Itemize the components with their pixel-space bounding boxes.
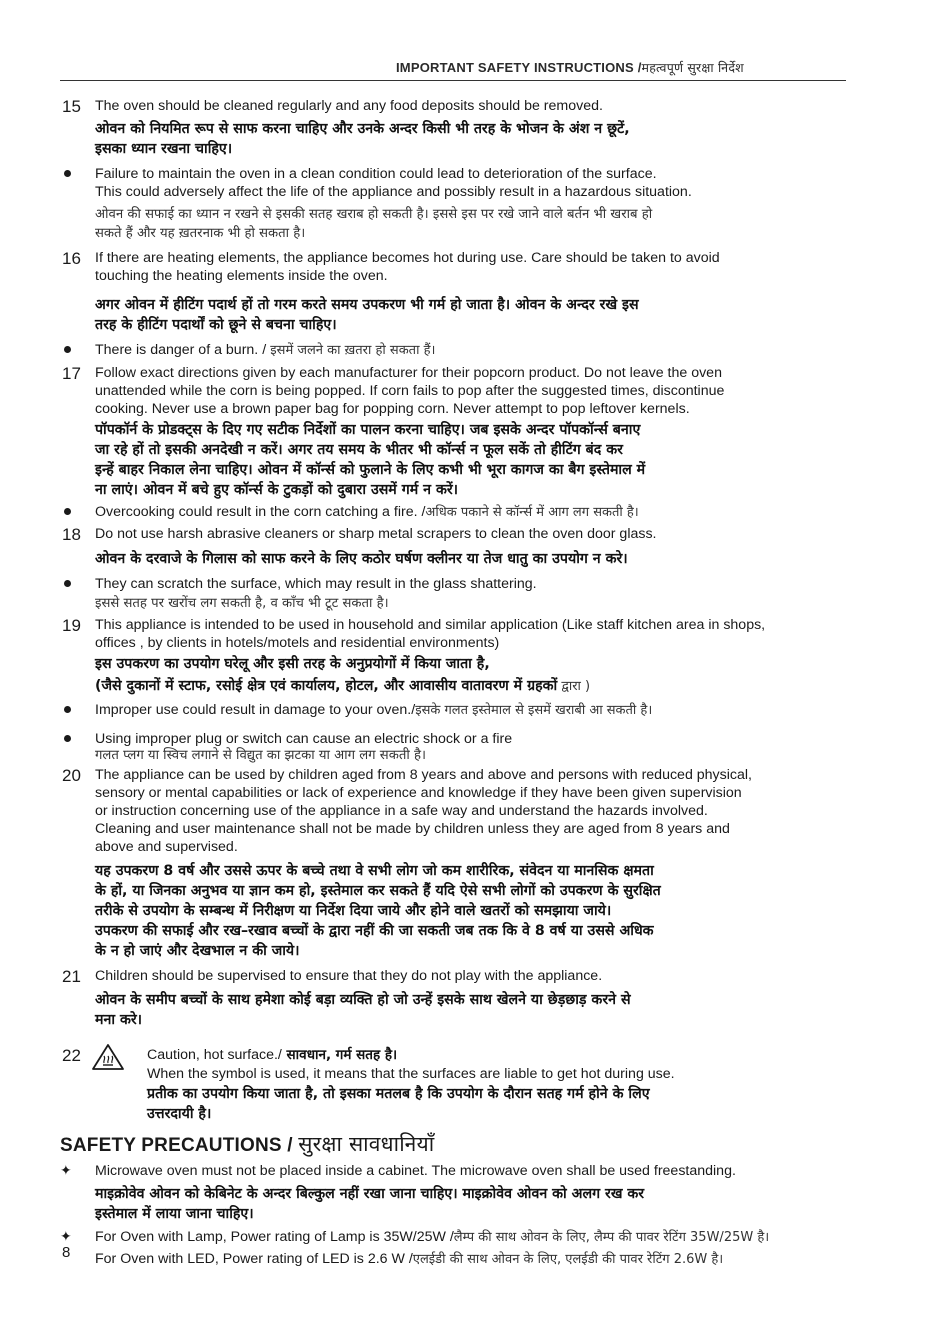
instruction-hi: यह उपकरण 8 वर्ष और उससे ऊपर के बच्चे तथा वे सभी लोग जो कम शारीरिक, संवेदन या मानसिक क्षमता के हों, या जिनका अनुभव या ज्ञान कम हो, इस्तेमाल कर सकते हैं यदि ऐसे सभी लोगों को उपकरण के सुरक्षित तरीके से उपयोग के सम्बन्ध में निरीक्षण या निर्देश दिया जाये और होने वाले खतरों को समझाया जाये। उपकरण की सफाई और रख–रखाव बच्चों के द्वारा नहीं की जा सकती जब तक कि वे 8 वर्ष या उससे अधिक के न हो जाएं और देखभाल न की जाये। [95,863,661,959]
instruction-20 [60,766,875,961]
item-number: 22 [62,1046,81,1065]
bullet-hi: इसमें जलने का ख़तरा हो सकता हैं। [266,343,436,358]
bullet-18 [60,575,875,613]
bullet-icon [64,508,71,515]
safety-en: Microwave oven must not be placed inside a cabinet. The microwave oven shall be used freestanding. [95,1163,736,1179]
bullet-icon [64,735,71,742]
bullet-icon [64,170,71,177]
bullet-hi: गलत प्लग या स्विच लगाने से विद्युत का झटका या आग लग सकती है। [95,748,426,763]
instruction-18 [60,525,875,569]
safety-en: For Oven with Lamp, Power rating of Lamp is 35W/25W / [95,1229,454,1245]
safety-point-2 [60,1228,875,1247]
instruction-en: If there are heating elements, the appliance becomes hot during use. Care should be taken to avoid touching the heating elements inside the oven. [95,250,720,284]
bullet-hi: ओवन की सफाई का ध्यान न रखने से इसकी सतह खराब हो सकती है। इससे इस पर रखे जाने वाले बर्तन भी खराब हो सकते हैं और यह ख़तरनाक भी हो सकता है। [95,207,653,241]
instruction-hi: पॉपकॉर्न के प्रोडक्ट्स के दिए गए सटीक निर्देशों का पालन करना चाहिए। जब इसके अन्दर पॉपकॉर्न्स बनाए जा रहे हों तो इसकी अनदेखी न करें। अगर तय समय के भीतर भी कॉर्न्स न फूल सकें तो हीटिंग बंद कर इन्हें बाहर निकाल लेना चाहिए। ओवन में कॉर्न्स को फुलाने के लिए कभी भी भूरा कागज का बैग इस्तेमाल में ना लाएं। ओवन में बचे हुए कॉर्न्स के टुकड़ों को दुबारा उसमें गर्म न करें। [95,422,646,498]
bullet-icon [64,346,71,353]
item-number: 18 [62,525,81,544]
bullet-text [95,341,875,360]
bullet-text [95,701,875,720]
instruction-16 [60,249,875,335]
instructions-content [60,97,875,1269]
bullet-en: They can scratch the surface, which may result in the glass shattering. [95,576,537,592]
section-title-en: SAFETY PRECAUTIONS / [60,1135,299,1156]
safety-point-3 [60,1250,875,1269]
safety-hi: माइक्रोवेव ओवन को केबिनेट के अन्दर बिल्कुल नहीं रखा जाना चाहिए। माइक्रोवेव ओवन को अलग रख कर इस्तेमाल में लाया जाना चाहिए। [95,1186,645,1222]
item-number: 20 [62,766,81,785]
header-title-en: IMPORTANT SAFETY INSTRUCTIONS [396,60,634,75]
safety-hi: लैम्प की साथ ओवन के लिए, लैम्प की पावर रेटिंग 35W/25W है। [453,1230,770,1245]
safety-precautions-title [60,1130,875,1158]
caution-en-desc: When the symbol is used, it means that the surfaces are liable to get hot during use. [147,1066,675,1082]
bullet-19b [60,730,875,765]
star-bullet-icon: ✦ [60,1162,72,1178]
bullet-hi: इससे सतह पर खरोंच लग सकती है, व काँच भी टूट सकता है। [95,596,389,611]
caution-en: Caution, hot surface./ [147,1047,282,1063]
instruction-hi: ओवन को नियमित रूप से साफ करना चाहिए और उनके अन्दर किसी भी तरह के भोजन के अंश न छूटें, इसका ध्यान रखना चाहिए। [95,121,630,157]
bullet-hi: इसके गलत इस्तेमाल से इसमें खराबी आ सकती है। [415,703,653,718]
bullet-text [95,503,875,522]
bullet-en: There is danger of a burn. / [95,342,267,358]
page-number: 8 [62,1244,71,1261]
instruction-en: This appliance is intended to be used in household and similar application (Like staff kitchen area in shops, offices , by clients in hotels/motels and residential environments) [95,617,766,651]
caution-hi-desc: प्रतीक का उपयोग किया जाता है, तो इसका मतलब है कि उपयोग के दौरान सतह गर्म होने के लिए उत्तरदायी है। [147,1086,650,1122]
item-number: 15 [62,97,81,116]
instruction-21 [60,967,875,1030]
header-title-sep: / [633,60,642,75]
bullet-19a [60,701,875,720]
instruction-en: The oven should be cleaned regularly and any food deposits should be removed. [95,98,603,114]
instruction-hi: ओवन के दरवाजे के गिलास को साफ करने के लिए कठोर घर्षण क्लीनर या तेज धातु का उपयोग न करे। [95,551,628,567]
instruction-en: Follow exact directions given by each manufacturer for their popcorn product. Do not leave the oven unattended while the corn is being popped. If corn fails to pop after the suggested times, discontinue cooking. Never use a brown paper bag for popping corn. Never attempt to pop leftover kernels. [95,365,725,417]
page-header [396,59,846,76]
safety-text [95,1250,875,1269]
section-title-hi: सुरक्षा सावधानियाँ [298,1132,435,1156]
bullet-en: Overcooking could result in the corn catching a fire. / [95,504,426,520]
bullet-16 [60,341,875,360]
caution-title [147,1046,875,1064]
bullet-en: Using improper plug or switch can cause an electric shock or a fire [95,731,513,747]
bullet-icon [64,580,71,587]
instruction-hi-light: द्वारा ) [557,679,591,694]
instruction-en: Children should be supervised to ensure that they do not play with the appliance. [95,968,603,984]
instruction-en: The appliance can be used by children aged from 8 years and above and persons with reduced physical, sensory or mental capabilities or lack of experience and knowledge if they have been given supervision or instruction concerning use of the appliance in a safe way and understand the hazards involved. Cleaning and user maintenance shall not be made by children unless they are aged from 8 years and above and supervised. [95,767,752,855]
item-number: 19 [62,616,81,635]
safety-point-1 [60,1162,875,1224]
instruction-22 [60,1046,875,1124]
star-bullet-icon: ✦ [60,1228,72,1244]
safety-en: For Oven with LED, Power rating of LED is 2.6 W / [95,1251,413,1267]
item-number: 16 [62,249,81,268]
instruction-en: Do not use harsh abrasive cleaners or sharp metal scrapers to clean the oven door glass. [95,526,657,542]
instruction-17 [60,364,875,500]
safety-text [95,1228,875,1247]
bullet-15 [60,165,875,243]
hot-surface-warning-icon [91,1043,125,1071]
instruction-hi-line-1: इस उपकरण का उपयोग घरेलू और इसी तरह के अनुप्रयोगों में किया जाता है, [95,656,490,672]
bullet-en: Improper use could result in damage to your oven./ [95,702,416,718]
instruction-hi: अगर ओवन में हीटिंग पदार्थ हों तो गरम करते समय उपकरण भी गर्म हो जाता है। ओवन के अन्दर रखे इस तरह के हीटिंग पदार्थों को छूने से बचना चाहिए। [95,297,639,333]
item-number: 21 [62,967,81,986]
bullet-icon [64,706,71,713]
safety-hi: एलईडी की साथ ओवन के लिए, एलईडी की पावर रेटिंग 2.6W है। [412,1252,724,1267]
instruction-hi: ओवन के समीप बच्चों के साथ हमेशा कोई बड़ा व्यक्ति हो जो उन्हें इसके साथ खेलने या छेड़छाड़ करने से मना करे। [95,992,631,1028]
instruction-15 [60,97,875,159]
header-title-hi: महत्वपूर्ण सुरक्षा निर्देश [641,60,744,75]
bullet-en: Failure to maintain the oven in a clean condition could lead to deterioration of the surface. This could adversely affect the life of the appliance and possibly result in a hazardous situation. [95,166,692,200]
item-number: 17 [62,364,81,383]
bullet-hi: अधिक पकाने से कॉर्न्स में आग लग सकती है। [425,505,639,520]
instruction-19 [60,616,875,697]
bullet-17 [60,503,875,522]
instruction-hi-line-2 [95,676,875,697]
header-rule [60,80,846,81]
instruction-hi-bold: (जैसे दुकानों में स्टाफ, रसोई क्षेत्र एवं कार्यालय, होटल, और आवासीय वातावरण में ग्रहकों [95,678,558,694]
caution-hi: सावधान, गर्म सतह है। [281,1047,398,1063]
